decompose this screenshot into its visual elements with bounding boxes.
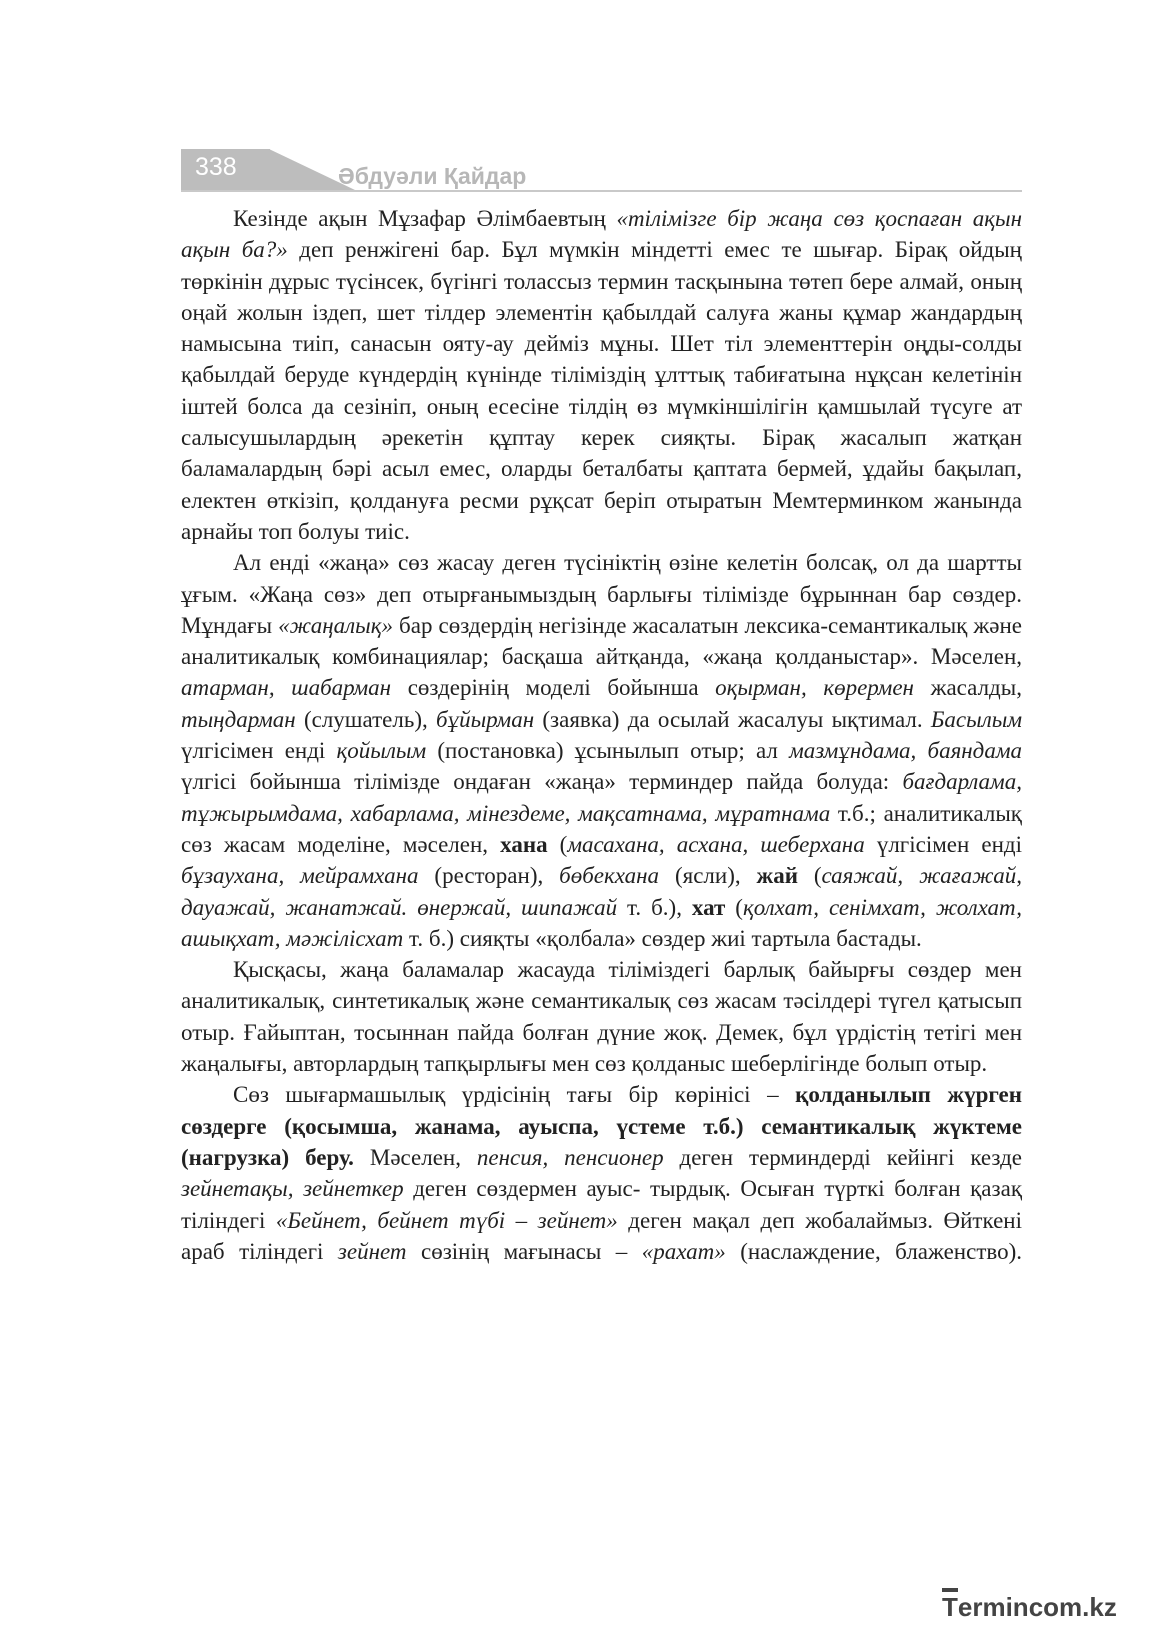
- italic-run: «Бейнет, бейнет түбі – зейнет»: [275, 1207, 618, 1233]
- paragraph: [181, 954, 1022, 1079]
- text-run: (ресторан),: [418, 863, 560, 889]
- bold-run: хана: [500, 831, 548, 857]
- text-run: (слушатель),: [295, 706, 437, 732]
- text-run: жасалды,: [913, 675, 1022, 701]
- paragraph: [181, 1079, 1022, 1267]
- text-run: деп ренжігені бар. Бұл мүмкін міндетті емес те шығар. Бірақ ойдың төркінін дұрыс түсінсек, бүгінгі толассыз термин тасқынына төтеп бере алмай, оның оңай жолын іздеп, шет тілдер элементін қабылдай салуға жаны құмар жандардың намысына тиіп, санасын ояту-ау дейміз мұны. Шет тіл элементтерін оңды-солды қабылдай беруде күндердің күнінде тіліміздің ұлттық табиғатына нұқсан келетінін іштей болса да сезініп, оның есесіне тілдің өз мүмкіншілігін қамшылай түсуге ат салысушылардың әрекетін құптау керек сияқты. Бірақ жасалып жатқан баламалардың бәрі асыл емес, оларды беталбаты қаптата бермей, ұдайы бақылап, електен өткізіп, қолдануға ресми рұқсат беріп отыратын Мемтерминком жанында арнайы топ болуы тиіс.: [181, 237, 1022, 544]
- italic-run: масахана, асхана, шеберхана: [567, 831, 865, 857]
- watermark-o-letter: о: [1043, 1592, 1060, 1622]
- text-run: (: [725, 894, 743, 920]
- italic-run: саяжай, жағажай, дауажай, жанатжай. өнержай, шипажай: [181, 863, 1022, 920]
- italic-run: зейнетақы, зейнеткер: [181, 1176, 404, 1202]
- header-rule: [181, 190, 1022, 192]
- italic-run: қолхат, сенімхат, жолхат, ашықхат, мәжілісхат: [181, 894, 1022, 951]
- text-run: Сөз шығармашылық үрдісінің тағы бір көрінісі –: [233, 1082, 796, 1108]
- text-run: бар сөздердің негізінде жасалатын лексика-семантикалық және аналитикалық комбинациялар; басқаша айтқанда, «жаңа қолданыстар». Мәселен,: [181, 612, 1023, 670]
- running-head-author: Әбдуәли Қайдар: [338, 163, 527, 189]
- text-run: сөзінің мағынасы –: [406, 1238, 642, 1264]
- text-run: үлгісімен енді: [181, 738, 337, 764]
- text-run: (заявка) да осылай жасалуы ықтимал.: [534, 706, 931, 732]
- italic-run: «жаңалық»: [278, 612, 393, 638]
- italic-run: «тілімізге бір жаңа сөз қоспаған ақын ақын ба?»: [181, 206, 1022, 263]
- italic-run: бұйырман: [436, 706, 535, 732]
- italic-run: тыңдарман: [181, 706, 296, 732]
- body-text: [181, 203, 1022, 1267]
- watermark-suffix: m.kz: [1059, 1592, 1117, 1622]
- text-run: Кезінде ақын Мұзафар Әлімбаевтың: [233, 206, 617, 231]
- bold-run: қолданылып жүрген сөздерге (қосымша, жанама, ауыспа, үстеме т.б.) семантикалық жүктеме (нагрузка) беру.: [181, 1082, 1022, 1170]
- site-watermark: [942, 1588, 1117, 1623]
- page-header: [181, 149, 1022, 193]
- paragraph: [181, 203, 1022, 547]
- watermark-text: erminc: [957, 1592, 1044, 1622]
- italic-run: пенсия, пенсионер: [476, 1144, 664, 1170]
- italic-run: бағдарлама, тұжырымдама, хабарлама, мінездеме, мақсатнама, мұратнама: [181, 769, 1022, 826]
- text-run: үлгісімен енді: [864, 831, 1022, 857]
- italic-run: бөбекхана: [559, 863, 660, 889]
- text-run: сөздерінің моделі бойынша: [391, 675, 716, 701]
- italic-run: бұзаухана, мейрамхана: [181, 863, 419, 889]
- text-run: Мәселен,: [353, 1144, 477, 1170]
- text-run: Ал енді «жаңа» сөз жасау деген түсініктің өзіне келетін болсақ, ол да шартты ұғым. «Жаңа сөз» деп отырғанымыздың барлығы тілімізде бұрыннан бар сөздер. Мұндағы: [181, 550, 1022, 638]
- text-run: деген терминдерді кейінгі кезде: [663, 1144, 1022, 1170]
- text-run: Қысқасы, жаңа баламалар жасауда тіліміздегі барлық байырғы сөздер мен аналитикалық, синтетикалық және семантикалық сөз жасам тәсілдері түгел қатысып отыр. Ғайыптан, тосыннан пайда болған дүние жоқ. Демек, бұл үрдістің тетігі мен жаңалығы, авторлардың тапқырлығы мен сөз қолданыс шеберлігінде болып отыр.: [181, 957, 1022, 1077]
- text-run: т. б.),: [617, 894, 692, 920]
- text-run: т. б.) сияқты «қолбала» сөздер жиі тартыла бастады.: [403, 925, 922, 951]
- text-run: т.б.; аналитикалық сөз жасам моделіне, мәселен,: [181, 800, 1022, 857]
- text-run: үлгісі бойынша тілімізде ондаған «жаңа» терминдер пайда болуда:: [181, 769, 903, 795]
- text-run: (наслаждение, блаженство).: [725, 1238, 1022, 1264]
- italic-run: атарман, шабарман: [181, 675, 392, 701]
- bold-run: жай: [756, 863, 798, 889]
- watermark-t-letter: T: [942, 1588, 958, 1623]
- text-run: (ясли),: [659, 863, 757, 889]
- text-run: (: [797, 863, 822, 889]
- italic-run: зейнет: [337, 1238, 407, 1264]
- italic-run: «рахат»: [641, 1238, 726, 1264]
- paragraph: [181, 547, 1022, 954]
- italic-run: Басылым: [930, 706, 1022, 732]
- text-run: деген сөздермен ауыс- тырдық. Осыған түрткі болған қазақ тіліндегі: [181, 1176, 1022, 1233]
- italic-run: оқырман, көрермен: [715, 675, 914, 701]
- text-run: деген мақал деп жобалаймыз. Өйткені араб тіліндегі: [181, 1207, 1022, 1264]
- text-run: (: [547, 831, 568, 857]
- page-number: 338: [195, 153, 237, 181]
- italic-run: мазмұндама, баяндама: [789, 738, 1022, 764]
- italic-run: қойылым: [336, 738, 427, 764]
- text-run: (постановка) ұсынылып отыр; ал: [426, 738, 790, 764]
- bold-run: хат: [691, 894, 726, 920]
